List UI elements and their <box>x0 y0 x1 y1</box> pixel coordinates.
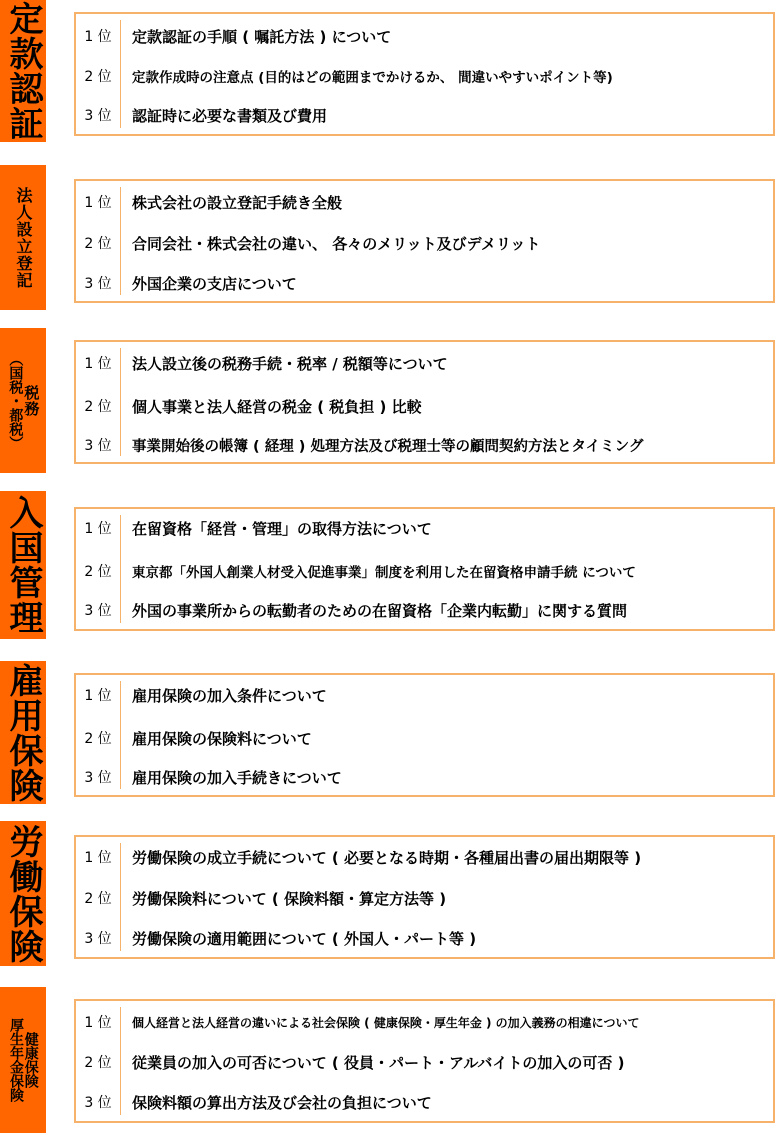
faq-list-box <box>74 179 775 303</box>
rank-label: 2 位 <box>84 399 112 415</box>
faq-question: 外国の事業所からの転勤者のための在留資格「企業内転勤」に関する質問 <box>132 601 628 620</box>
section-label-tag <box>0 328 46 473</box>
rank-label: 2 位 <box>84 564 112 580</box>
rank-label: 1 位 <box>84 521 112 537</box>
rank-label: 3 位 <box>84 1095 112 1111</box>
section-label-tag <box>0 491 46 639</box>
faq-list-box <box>74 507 775 631</box>
faq-question: 労働保険の適用範囲について ( 外国人・パート等 ) <box>132 929 477 948</box>
rank-label: 2 位 <box>84 891 112 907</box>
faq-list-box <box>74 835 775 959</box>
faq-item[interactable] <box>76 17 773 55</box>
section-label: 健康保険 <box>22 1032 39 1088</box>
faq-item[interactable] <box>76 426 773 464</box>
rank-label: 2 位 <box>84 236 112 252</box>
faq-question: 労働保険の成立手続について ( 必要となる時期・各種届出書の届出期限等 ) <box>132 848 642 867</box>
faq-list-box <box>74 12 775 136</box>
faq-item[interactable] <box>76 224 773 262</box>
faq-item[interactable] <box>76 1083 773 1121</box>
rank-label: 3 位 <box>84 276 112 292</box>
section-sublabel: 厚生年金保険 <box>8 1018 24 1102</box>
section-label-tag <box>0 0 46 142</box>
faq-list-box <box>74 999 775 1123</box>
faq-item[interactable] <box>76 591 773 629</box>
section-label-tag <box>0 661 46 804</box>
faq-question: 外国企業の支店について <box>132 274 297 293</box>
rank-label: 1 位 <box>84 850 112 866</box>
section-label-tag <box>0 821 46 966</box>
faq-question: 事業開始後の帳簿 ( 経理 ) 処理方法及び税理士等の顧問契約方法とタイミング <box>132 438 644 455</box>
faq-question: 東京都「外国人創業人材受入促進事業」制度を利用した在留資格申請手続 について <box>132 565 636 581</box>
faq-item[interactable] <box>76 838 773 876</box>
faq-question: 雇用保険の加入手続きについて <box>132 768 342 787</box>
section-label: 労働保険 <box>3 823 43 964</box>
section-label: 税務 <box>22 384 41 417</box>
faq-question: 法人設立後の税務手続・税率 / 税額等について <box>132 354 448 373</box>
rank-label: 1 位 <box>84 688 112 704</box>
faq-question: 従業員の加入の可否について ( 役員・パート・アルバイトの加入の可否 ) <box>132 1053 625 1072</box>
faq-item[interactable] <box>76 1043 773 1081</box>
faq-item[interactable] <box>76 758 773 796</box>
rank-label: 2 位 <box>84 1055 112 1071</box>
rank-label: 2 位 <box>84 731 112 747</box>
faq-item[interactable] <box>76 719 773 757</box>
faq-item[interactable] <box>76 57 773 95</box>
faq-question: 合同会社・株式会社の違い、 各々のメリット及びデメリット <box>132 234 541 253</box>
section-label-tag <box>0 165 46 310</box>
faq-item[interactable] <box>76 552 773 590</box>
section-label: 定款認証 <box>3 1 43 141</box>
faq-list-box <box>74 340 775 464</box>
rank-label: 3 位 <box>84 931 112 947</box>
faq-item[interactable] <box>76 264 773 302</box>
section-sublabel: （国税・都税） <box>7 351 24 450</box>
faq-question: 保険料額の算出方法及び会社の負担について <box>132 1093 432 1112</box>
rank-label: 1 位 <box>84 356 112 372</box>
faq-item[interactable] <box>76 183 773 221</box>
faq-item[interactable] <box>76 1003 773 1041</box>
faq-item[interactable] <box>76 509 773 547</box>
rank-label: 3 位 <box>84 603 112 619</box>
rank-label: 3 位 <box>84 108 112 124</box>
section-label: 法人設立登記 <box>14 186 33 289</box>
faq-item[interactable] <box>76 387 773 425</box>
faq-question: 在留資格「経営・管理」の取得方法について <box>132 519 432 538</box>
rank-label: 1 位 <box>84 29 112 45</box>
faq-item[interactable] <box>76 344 773 382</box>
faq-list-box <box>74 673 775 797</box>
faq-question: 雇用保険の加入条件について <box>132 686 327 705</box>
rank-label: 3 位 <box>84 770 112 786</box>
faq-question: 認証時に必要な書類及び費用 <box>132 106 328 125</box>
faq-question: 雇用保険の保険料について <box>132 729 312 748</box>
faq-question: 個人事業と法人経営の税金 ( 税負担 ) 比較 <box>132 397 422 416</box>
section-label: 入国管理 <box>3 495 43 635</box>
faq-question: 個人経営と法人経営の違いによる社会保険 ( 健康保険・厚生年金 ) の加入義務の相違について <box>132 1015 640 1030</box>
faq-item[interactable] <box>76 676 773 714</box>
faq-question: 定款認証の手順 ( 嘱託方法 ) について <box>132 27 392 46</box>
rank-label: 2 位 <box>84 69 112 85</box>
faq-question: 株式会社の設立登記手続き全般 <box>132 193 343 212</box>
faq-item[interactable] <box>76 96 773 134</box>
faq-item[interactable] <box>76 919 773 957</box>
section-label: 雇用保険 <box>3 662 43 803</box>
faq-question: 定款作成時の注意点 (目的はどの範囲までかけるか、 間違いやすいポイント等) <box>132 70 613 86</box>
faq-item[interactable] <box>76 879 773 917</box>
section-label-tag <box>0 987 46 1133</box>
rank-label: 1 位 <box>84 1015 112 1031</box>
rank-label: 3 位 <box>84 438 112 454</box>
rank-label: 1 位 <box>84 195 112 211</box>
faq-question: 労働保険料について ( 保険料額・算定方法等 ) <box>132 889 447 908</box>
